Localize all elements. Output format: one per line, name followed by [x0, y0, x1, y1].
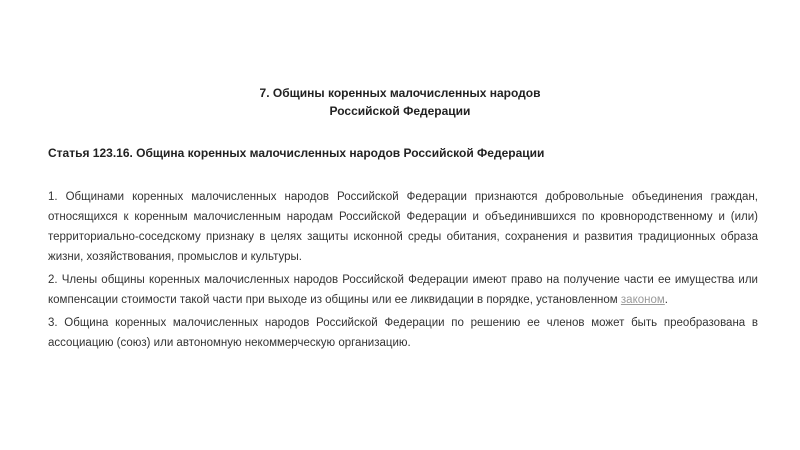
section-heading [0, 84, 800, 120]
article-body [48, 187, 758, 356]
section-heading-line-2: Российской Федерации [329, 104, 471, 118]
paragraph-2-end: . [664, 294, 668, 306]
article-title: Статья 123.16. Община коренных малочисленных народов Российской Федерации [48, 146, 545, 160]
paragraph-1: 1. Общинами коренных малочисленных народов Российской Федерации признаются добровольные объединения граждан, относящихся к коренным малочисленным народам Российской Федерации и объединившихся по кровнородственному и (или) территориально-соседскому признаку в целях защиты исконной среды обитания, сохранения и развития традиционных образа жизни, хозяйствования, промыслов и культуры. [48, 191, 758, 263]
paragraph-2-text: 2. Члены общины коренных малочисленных народов Российской Федерации имеют право на получение части ее имущества или компенсации стоимости такой части при выходе из общины или ее ликвидации в порядке, установленном [48, 274, 758, 306]
law-link[interactable]: законом [620, 294, 665, 306]
paragraph-3: 3. Община коренных малочисленных народов Российской Федерации по решению ее членов может быть преобразована в ассоциацию (союз) или автономную некоммерческую организацию. [48, 317, 758, 349]
paragraph-2 [48, 270, 758, 310]
section-heading-line-1: 7. Общины коренных малочисленных народов [259, 86, 541, 100]
